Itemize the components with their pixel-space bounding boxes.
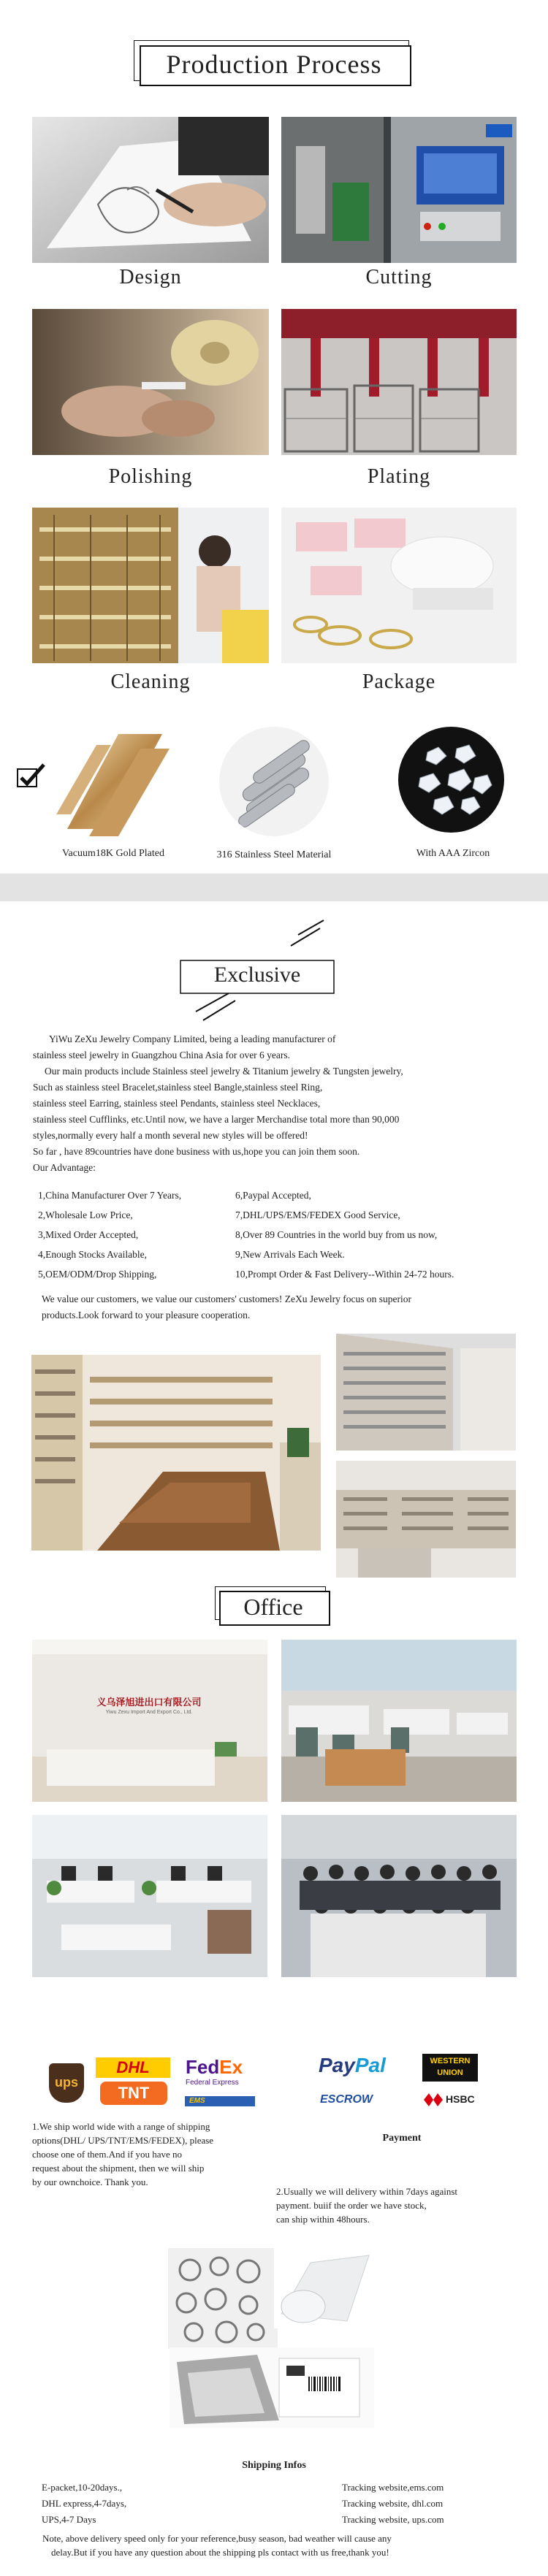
note-line: 1.We ship world wide with a range of shipping	[32, 2121, 210, 2132]
note-line: can ship within 48hours.	[276, 2214, 370, 2225]
material-label-steel: 316 Stainless Steel Material	[216, 849, 332, 860]
tnt-logo: TNT	[100, 2082, 167, 2105]
note-line: payment. buiif the order we have stock,	[276, 2200, 427, 2211]
note-line: by our ownchoice. Thank you.	[32, 2176, 148, 2187]
showroom-photo-main	[31, 1355, 321, 1551]
advantages-left	[38, 1185, 228, 1284]
step-label-cutting: Cutting	[365, 266, 433, 288]
note-line: request about the shipment, then we will ship	[32, 2163, 205, 2174]
office-title: Office	[243, 1594, 303, 1620]
fedex-logo-part1: Fed	[186, 2056, 220, 2078]
shipping-info-title: Shipping Infos	[242, 2460, 306, 2471]
checkmark-icon	[16, 763, 47, 790]
advantages-right	[235, 1185, 528, 1284]
plating-photo	[281, 309, 517, 455]
reception-photo	[32, 1640, 267, 1802]
cleaning-photo	[32, 508, 269, 663]
intro-line: styles,normally every half a month several new styles will be offered!	[33, 1130, 308, 1141]
advantage-item: 10,Prompt Order & Fast Delivery--Within 24-72 hours.	[235, 1269, 454, 1280]
intro-line: Such as stainless steel Bracelet,stainless steel Bangle,stainless steel Ring,	[33, 1082, 323, 1093]
reception-sign: 义乌泽旭进出口有限公司	[96, 1697, 202, 1708]
jewelry-tray-photo	[168, 2248, 278, 2349]
step-label-polishing: Polishing	[108, 465, 193, 488]
closing-line: products.Look forward to your pleasure cooperation.	[42, 1310, 251, 1321]
paypal-logo-part1: Pay	[319, 2054, 355, 2076]
step-label-design: Design	[119, 266, 182, 288]
advantage-item: 8,Over 89 Countries in the world buy from us now,	[235, 1229, 438, 1240]
material-label-gold: Vacuum18K Gold Plated	[62, 848, 164, 859]
section-divider	[0, 874, 548, 901]
gold-plated-sample	[53, 727, 177, 844]
intro-line: Our main products include Stainless steel jewelry & Titanium jewelry & Tungsten jewelry,	[45, 1066, 403, 1077]
zircon-sample	[398, 727, 504, 833]
note-line: 2.Usually we will delivery within 7days against	[276, 2186, 458, 2197]
footer-line: Note, above delivery speed only for your reference,busy season, bad weather will cause any	[42, 2533, 392, 2544]
exclusive-title: Exclusive	[213, 963, 301, 987]
intro-line: stainless steel Earring, stainless steel Pendants, stainless steel Necklaces,	[33, 1098, 321, 1109]
shipping-note-2	[276, 2185, 525, 2226]
shipping-row-right: Tracking website, ups.com	[342, 2514, 444, 2525]
material-label-zircon: With AAA Zircon	[416, 848, 490, 859]
office-photo-2	[32, 1815, 267, 1977]
advantage-item: 3,Mixed Order Accepted,	[38, 1229, 139, 1240]
advantage-item: 9,New Arrivals Each Week.	[235, 1249, 345, 1260]
hsbc-logo: HSBC	[446, 2093, 475, 2105]
shipping-row-right: Tracking website, dhl.com	[342, 2498, 444, 2509]
production-title-box	[134, 40, 415, 85]
step-label-package: Package	[362, 670, 436, 693]
advantage-item: 7,DHL/UPS/EMS/FEDEX Good Service,	[235, 1209, 400, 1220]
advantage-item: 6,Paypal Accepted,	[235, 1190, 311, 1201]
fedex-logo-part2: Ex	[219, 2056, 243, 2078]
paypal-logo-part2: Pal	[354, 2054, 386, 2076]
advantage-item: 1,China Manufacturer Over 7 Years,	[38, 1190, 182, 1201]
shipping-box-photo	[170, 2347, 374, 2428]
intro-line: stainless steel jewelry in Guangzhou China Asia for over 6 years.	[33, 1050, 291, 1060]
intro-line: So far , have 89countries have done business with us,hope you can join them soon.	[33, 1146, 360, 1157]
intro-line: YiWu ZeXu Jewelry Company Limited, being a leading manufacturer of	[49, 1033, 336, 1044]
cutting-photo	[281, 117, 517, 263]
shipping-note-1	[32, 2120, 281, 2189]
reception-sign-en: Yiwu Zexu Import And Export Co., Ltd.	[105, 1710, 193, 1715]
shipping-row-right: Tracking website,ems.com	[342, 2482, 444, 2493]
package-photo	[281, 508, 517, 663]
steel-sample	[219, 727, 329, 836]
polishing-photo	[32, 309, 269, 455]
exclusive-closing	[42, 1291, 531, 1323]
closing-line: We value our customers, we value our customers' customers! ZeXu Jewelry focus on superior	[42, 1293, 411, 1304]
footer-line: delay.But if you have any question about the shipping pls contact with us free,thank you!	[51, 2547, 389, 2558]
office-photo-1	[281, 1640, 517, 1802]
advantage-item: 4,Enough Stocks Available,	[38, 1249, 147, 1260]
office-title-box	[215, 1586, 332, 1626]
step-label-plating: Plating	[367, 465, 431, 488]
exclusive-intro	[33, 1031, 530, 1176]
payment-label: Payment	[382, 2133, 422, 2144]
paypal-logo	[319, 2054, 399, 2079]
bubble-wrap-photo	[274, 2248, 376, 2328]
ems-logo: EMS	[185, 2096, 255, 2106]
shipping-row-left: UPS,4-7 Days	[42, 2514, 96, 2525]
fedex-logo	[186, 2056, 253, 2095]
intro-line: Our Advantage:	[33, 1162, 96, 1173]
showroom-photo-bottom	[336, 1461, 516, 1578]
step-label-cleaning: Cleaning	[110, 670, 191, 693]
shipping-row-left: DHL express,4-7days,	[42, 2498, 127, 2509]
fedex-subtitle: Federal Express	[186, 2079, 239, 2087]
advantage-item: 5,OEM/ODM/Drop Shipping,	[38, 1269, 157, 1280]
showroom-photo-top	[336, 1334, 516, 1451]
dhl-logo: DHL	[96, 2057, 170, 2078]
western-union-logo: WESTERN UNION	[422, 2054, 478, 2082]
note-line: options(DHL/ UPS/TNT/EMS/FEDEX), please	[32, 2135, 214, 2146]
production-title: Production Process	[166, 50, 382, 79]
ups-logo: ups	[49, 2063, 84, 2103]
intro-line: stainless steel Cufflinks, etc.Until now, we have a larger Merchandise total more than 90,000	[33, 1114, 400, 1125]
advantage-item: 2,Wholesale Low Price,	[38, 1209, 133, 1220]
shipping-row-left: E-packet,10-20days.,	[42, 2482, 123, 2493]
hsbc-logo-group	[424, 2092, 482, 2109]
escrow-logo: ESCROW	[320, 2093, 373, 2106]
shipping-footer-note	[42, 2531, 539, 2559]
team-photo	[281, 1815, 517, 1977]
design-photo	[32, 117, 269, 263]
note-line: choose one of them.And if you have no	[32, 2149, 183, 2160]
